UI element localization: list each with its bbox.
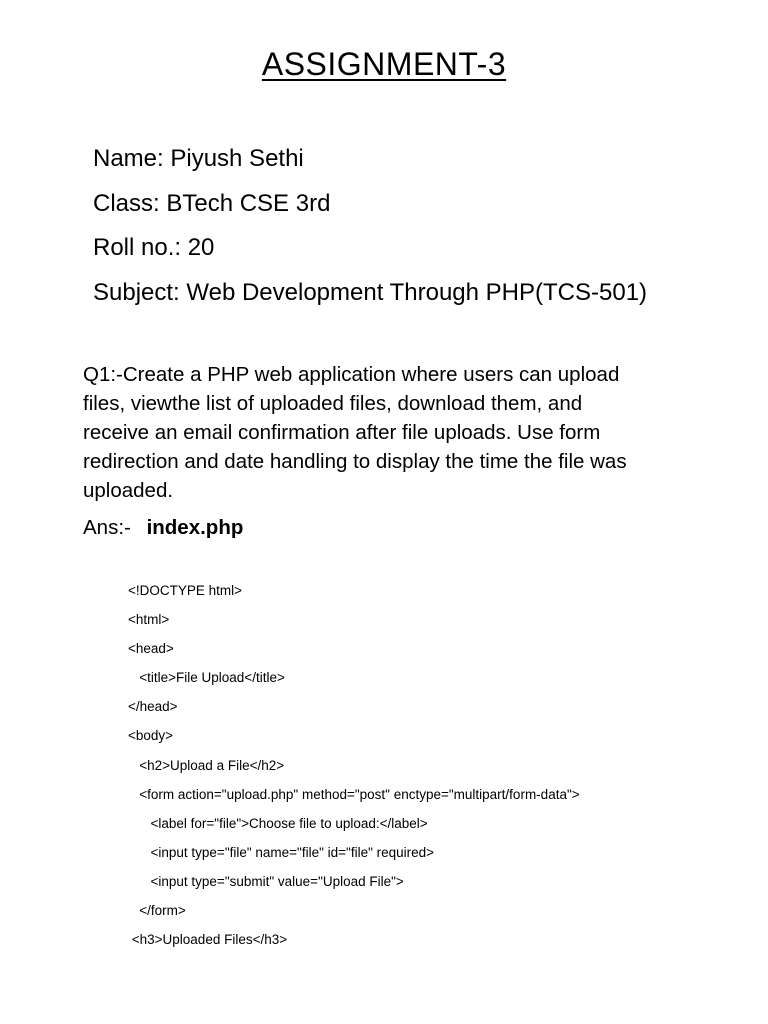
code-line: <h3>Uploaded Files</h3>	[128, 932, 288, 948]
student-class: Class: BTech CSE 3rd	[93, 189, 331, 217]
code-line: <input type="file" name="file" id="file" required>	[128, 844, 435, 860]
code-line: </head>	[128, 699, 178, 715]
page-title: ASSIGNMENT-3	[261, 46, 507, 82]
answer-filename: index.php	[146, 516, 244, 539]
code-line: <input type="submit" value="Upload File">	[128, 873, 404, 889]
code-line: <body>	[128, 728, 174, 744]
student-name: Name: Piyush Sethi	[93, 145, 304, 172]
student-roll-no: Roll no.: 20	[93, 234, 215, 261]
code-line: <title>File Upload</title>	[128, 670, 285, 686]
code-line: <head>	[128, 641, 174, 657]
question-line: files, viewthe list of uploaded files, download them, and	[83, 392, 583, 415]
question-line: uploaded.	[83, 479, 174, 502]
answer-heading	[83, 513, 243, 543]
code-block	[128, 580, 580, 958]
code-line: <h2>Upload a File</h2>	[128, 757, 285, 773]
question-line: redirection and date handling to display the time the file was	[83, 450, 627, 473]
question-line: receive an email confirmation after file uploads. Use form	[83, 421, 601, 444]
code-line: <label for="file">Choose file to upload:</label>	[128, 815, 428, 831]
subject: Subject: Web Development Through PHP(TCS-501)	[93, 278, 648, 306]
question-text	[83, 360, 683, 505]
code-line: </form>	[128, 903, 186, 919]
code-line: <!DOCTYPE html>	[128, 583, 243, 598]
answer-prefix: Ans:-	[83, 516, 131, 539]
code-line: <html>	[128, 612, 170, 628]
question-line: Q1:-Create a PHP web application where users can upload	[83, 363, 620, 386]
student-info	[93, 140, 647, 318]
code-line: <form action="upload.php" method="post" enctype="multipart/form-data">	[128, 786, 580, 802]
